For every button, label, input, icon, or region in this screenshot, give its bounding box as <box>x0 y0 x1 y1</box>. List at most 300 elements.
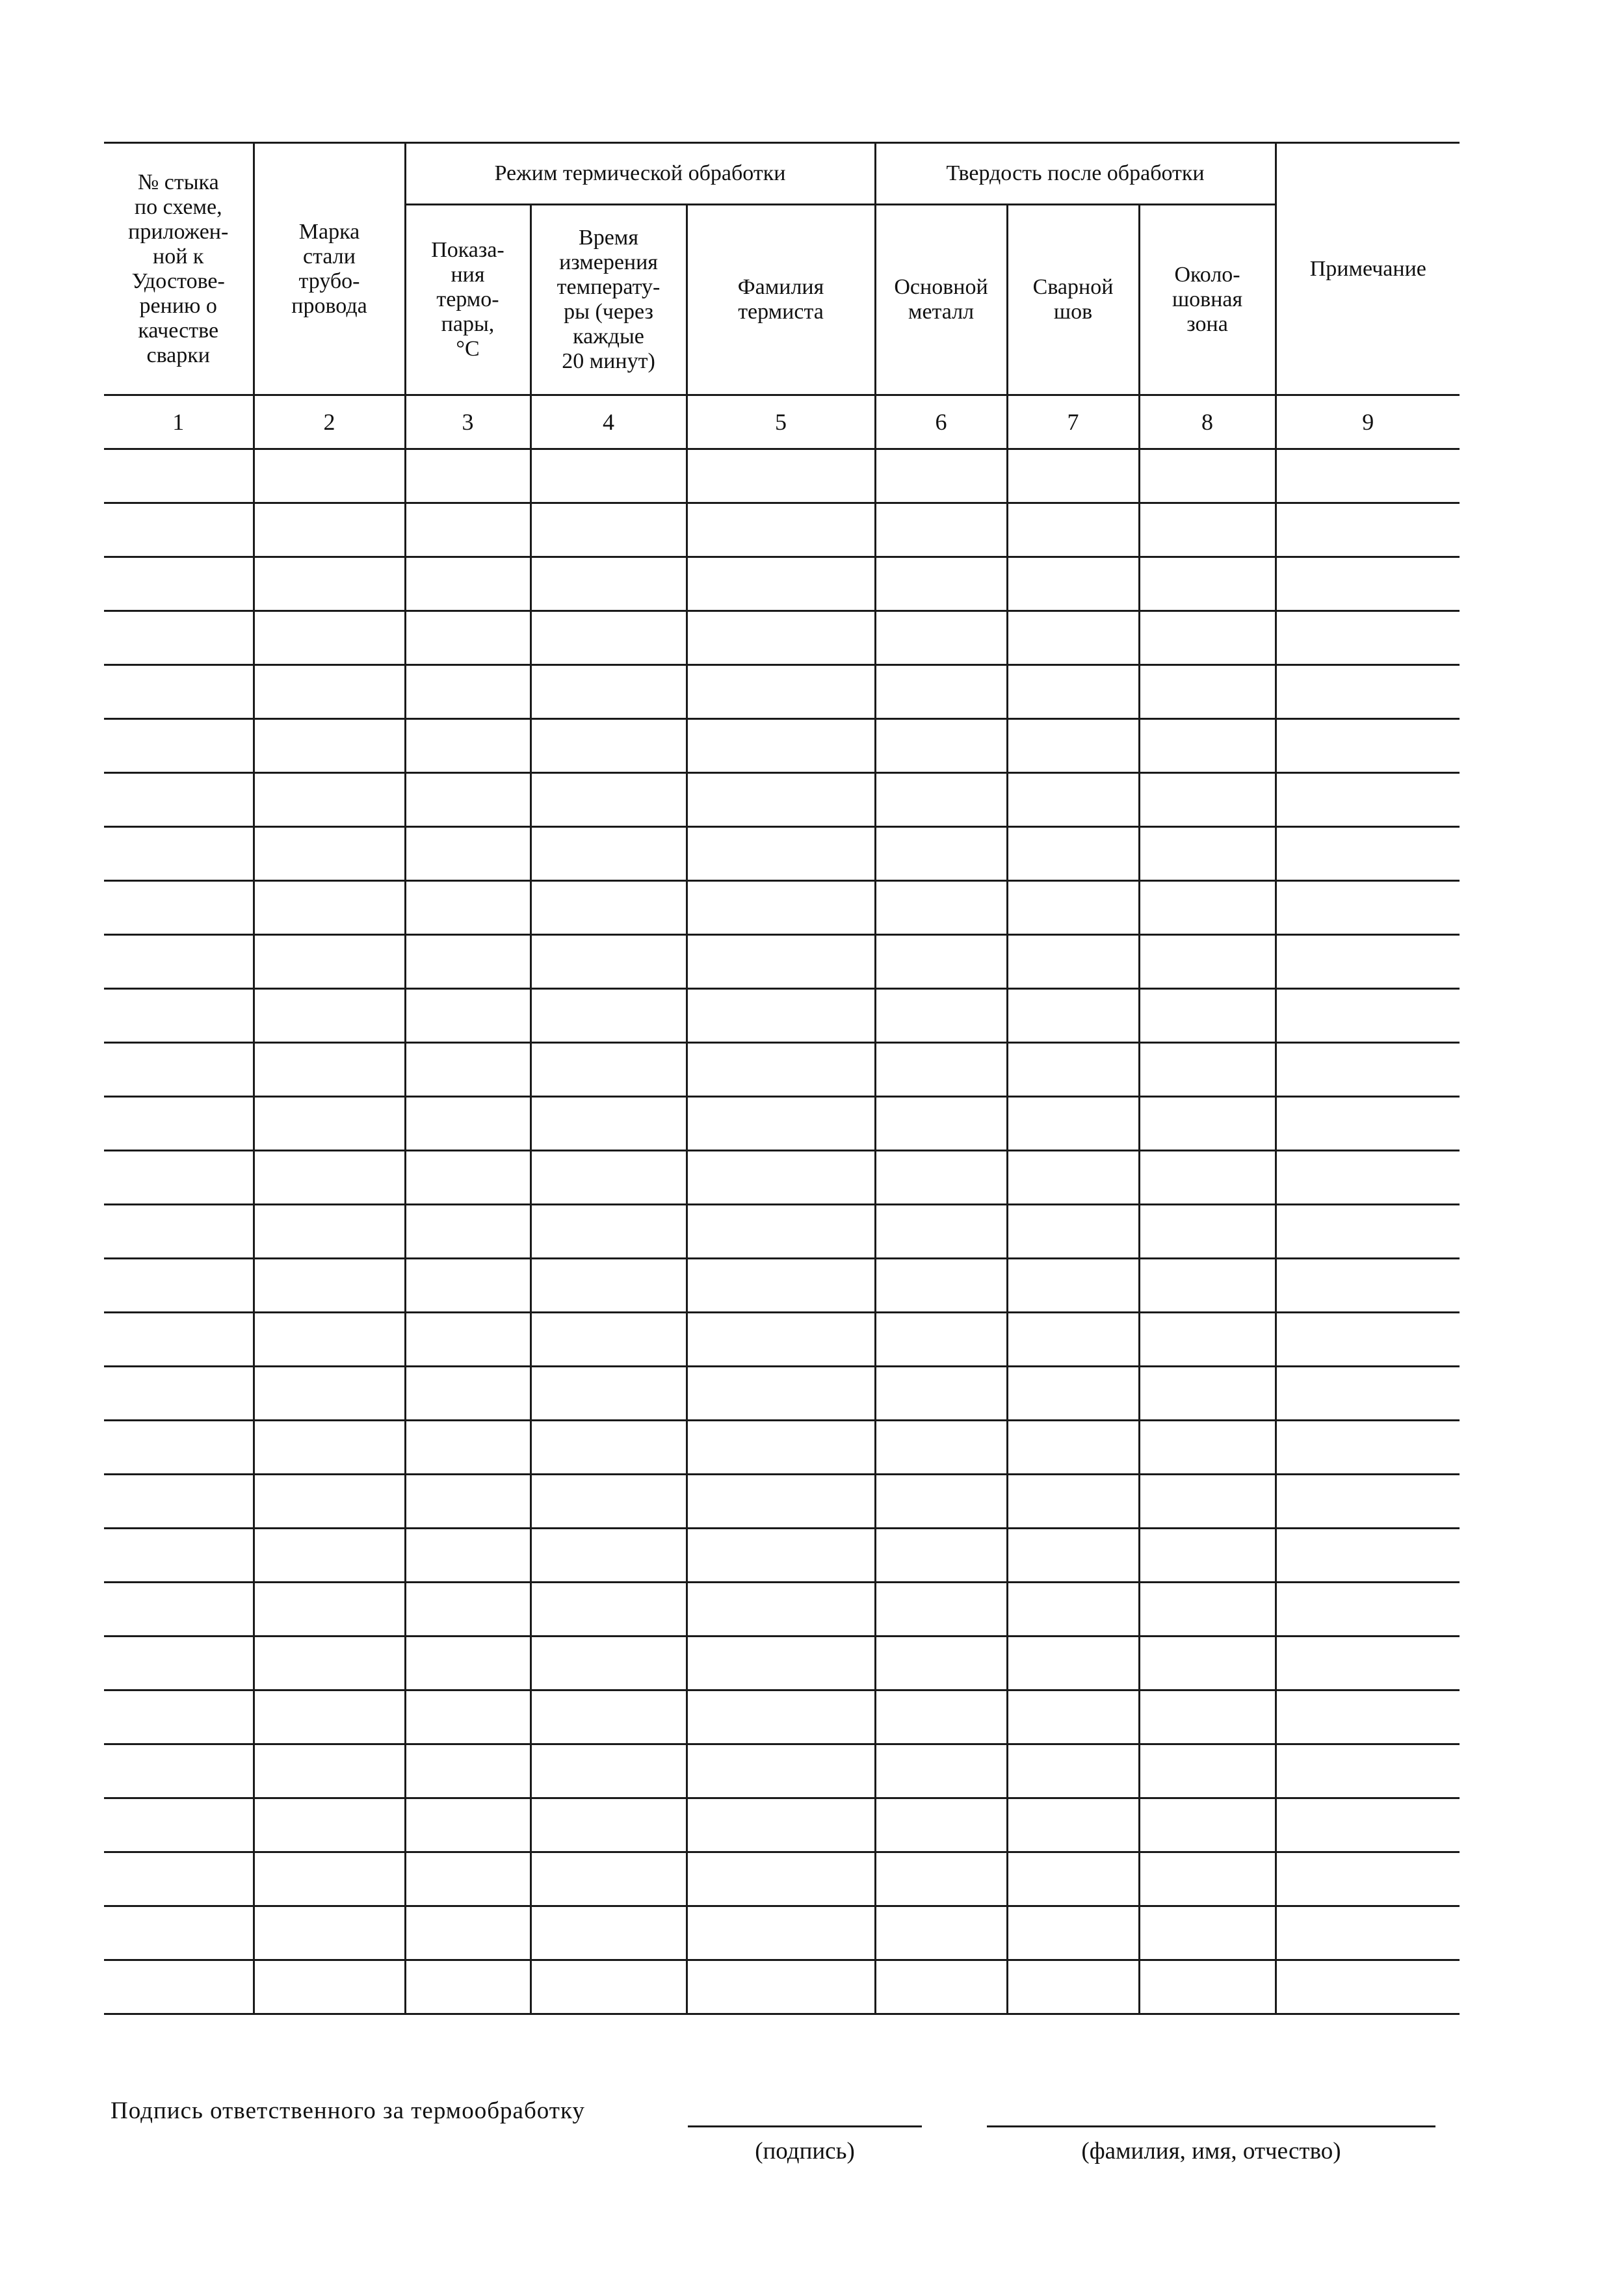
empty-cell <box>875 1906 1007 1960</box>
empty-cell <box>405 1421 530 1475</box>
empty-cell <box>1007 1421 1139 1475</box>
empty-cell <box>1007 989 1139 1043</box>
empty-cell <box>875 1852 1007 1906</box>
empty-cell <box>687 1852 875 1906</box>
header-remarks: Примечание <box>1276 143 1460 395</box>
empty-cell <box>1007 611 1139 665</box>
empty-cell <box>687 1960 875 2014</box>
empty-cell <box>104 1583 254 1637</box>
empty-cell <box>1276 1906 1460 1960</box>
empty-cell <box>687 827 875 881</box>
empty-cell <box>530 1744 687 1798</box>
empty-cell <box>405 1475 530 1529</box>
empty-cell <box>405 1798 530 1852</box>
empty-cell <box>254 1475 405 1529</box>
empty-cell <box>1007 1637 1139 1690</box>
empty-cell <box>405 881 530 935</box>
empty-cell <box>875 773 1007 827</box>
empty-cell <box>405 773 530 827</box>
empty-cell <box>1007 557 1139 611</box>
empty-cell <box>104 1205 254 1259</box>
empty-cell <box>104 1690 254 1744</box>
column-number-row <box>104 395 1460 449</box>
empty-cell <box>530 1906 687 1960</box>
table-row <box>104 1421 1460 1475</box>
empty-cell <box>104 1852 254 1906</box>
empty-cell <box>687 1690 875 1744</box>
empty-cell <box>875 611 1007 665</box>
empty-cell <box>530 557 687 611</box>
header-base-metal: Основной металл <box>875 205 1007 395</box>
empty-cell <box>687 611 875 665</box>
empty-cell <box>405 1097 530 1151</box>
header-group-heat-mode: Режим термической обработки <box>405 143 875 205</box>
empty-cell <box>104 1906 254 1960</box>
empty-cell <box>1139 1475 1276 1529</box>
empty-cell <box>254 1097 405 1151</box>
empty-cell <box>1007 1960 1139 2014</box>
empty-cell <box>1139 1583 1276 1637</box>
empty-cell <box>1007 1367 1139 1421</box>
empty-cell <box>405 449 530 503</box>
table-row <box>104 1475 1460 1529</box>
empty-cell <box>405 1367 530 1421</box>
column-number: 8 <box>1139 395 1276 449</box>
empty-cell <box>875 1529 1007 1583</box>
empty-cell <box>1007 1259 1139 1313</box>
empty-cell <box>687 1097 875 1151</box>
empty-cell <box>1007 1852 1139 1906</box>
empty-cell <box>687 935 875 989</box>
empty-cell <box>530 773 687 827</box>
empty-cell <box>530 1637 687 1690</box>
empty-cell <box>687 1906 875 1960</box>
empty-cell <box>875 1475 1007 1529</box>
empty-cell <box>405 989 530 1043</box>
empty-cell <box>530 665 687 719</box>
empty-cell <box>1139 1259 1276 1313</box>
empty-cell <box>1139 1151 1276 1205</box>
table-row <box>104 773 1460 827</box>
empty-cell <box>530 1583 687 1637</box>
column-number: 9 <box>1276 395 1460 449</box>
empty-cell <box>254 1367 405 1421</box>
header-steel-grade: Марка стали трубо- провода <box>254 143 405 395</box>
empty-cell <box>254 1043 405 1097</box>
table-row <box>104 1313 1460 1367</box>
empty-cell <box>254 881 405 935</box>
table-row <box>104 611 1460 665</box>
empty-cell <box>1139 1097 1276 1151</box>
empty-cell <box>875 1798 1007 1852</box>
empty-cell <box>530 1043 687 1097</box>
empty-cell <box>530 611 687 665</box>
empty-cell <box>254 503 405 557</box>
signature-line <box>688 2125 922 2127</box>
empty-cell <box>104 665 254 719</box>
column-number: 1 <box>104 395 254 449</box>
empty-cell <box>1276 1583 1460 1637</box>
empty-cell <box>1139 1852 1276 1906</box>
empty-cell <box>1007 1906 1139 1960</box>
empty-cell <box>104 557 254 611</box>
empty-cell <box>405 1313 530 1367</box>
empty-cell <box>1139 719 1276 773</box>
empty-cell <box>254 1205 405 1259</box>
empty-cell <box>405 1960 530 2014</box>
empty-cell <box>1139 827 1276 881</box>
full-name-caption: (фамилия, имя, отчество) <box>1081 2138 1341 2164</box>
empty-cell <box>405 1852 530 1906</box>
table-row <box>104 719 1460 773</box>
empty-cell <box>1139 1205 1276 1259</box>
empty-cell <box>875 1097 1007 1151</box>
empty-cell <box>104 827 254 881</box>
empty-cell <box>104 1637 254 1690</box>
empty-cell <box>254 1852 405 1906</box>
empty-cell <box>1276 1690 1460 1744</box>
empty-cell <box>1007 1583 1139 1637</box>
empty-cell <box>104 449 254 503</box>
empty-cell <box>405 1529 530 1583</box>
empty-cell <box>1007 1475 1139 1529</box>
empty-cell <box>104 503 254 557</box>
empty-cell <box>104 1367 254 1421</box>
empty-cell <box>687 773 875 827</box>
table-row <box>104 881 1460 935</box>
empty-cell <box>1139 1798 1276 1852</box>
empty-cell <box>104 1097 254 1151</box>
empty-cell <box>687 1043 875 1097</box>
empty-cell <box>530 827 687 881</box>
empty-cell <box>530 1205 687 1259</box>
empty-cell <box>875 1367 1007 1421</box>
table-row <box>104 1151 1460 1205</box>
empty-cell <box>104 1744 254 1798</box>
empty-cell <box>1276 719 1460 773</box>
empty-cell <box>530 881 687 935</box>
empty-cell <box>1276 1313 1460 1367</box>
empty-cell <box>1139 1906 1276 1960</box>
empty-cell <box>530 1690 687 1744</box>
empty-cell <box>1007 1043 1139 1097</box>
empty-cell <box>405 665 530 719</box>
empty-cell <box>254 1637 405 1690</box>
empty-cell <box>687 665 875 719</box>
empty-cell <box>254 989 405 1043</box>
empty-cell <box>875 881 1007 935</box>
empty-cell <box>405 1583 530 1637</box>
empty-cell <box>1139 773 1276 827</box>
empty-cell <box>1007 773 1139 827</box>
empty-cell <box>254 1960 405 2014</box>
empty-cell <box>1276 935 1460 989</box>
empty-cell <box>254 1259 405 1313</box>
empty-cell <box>1276 1259 1460 1313</box>
table-row <box>104 1205 1460 1259</box>
heat-treatment-table <box>104 142 1460 2015</box>
header-measurement-time: Время измерения температу- ры (через каждые 20 минут) <box>530 205 687 395</box>
empty-cell <box>875 1205 1007 1259</box>
empty-cell <box>405 1043 530 1097</box>
table-row <box>104 1798 1460 1852</box>
empty-cell <box>254 1690 405 1744</box>
empty-cell <box>104 1529 254 1583</box>
empty-cell <box>875 1259 1007 1313</box>
empty-cell <box>104 1259 254 1313</box>
empty-cell <box>254 773 405 827</box>
empty-cell <box>1007 1151 1139 1205</box>
empty-cell <box>1139 1421 1276 1475</box>
empty-cell <box>1139 1960 1276 2014</box>
empty-cell <box>1276 827 1460 881</box>
empty-cell <box>405 503 530 557</box>
table-row <box>104 1690 1460 1744</box>
empty-cell <box>1007 665 1139 719</box>
header-thermocouple-reading: Показа- ния термо- пары, °С <box>405 205 530 395</box>
empty-cell <box>1276 773 1460 827</box>
empty-cell <box>875 1421 1007 1475</box>
empty-cell <box>530 1798 687 1852</box>
empty-cell <box>1007 1690 1139 1744</box>
table-row <box>104 557 1460 611</box>
empty-cell <box>405 935 530 989</box>
column-number: 4 <box>530 395 687 449</box>
empty-cell <box>1139 1637 1276 1690</box>
empty-cell <box>530 719 687 773</box>
empty-cell <box>1276 1637 1460 1690</box>
table-row <box>104 1367 1460 1421</box>
empty-cell <box>1276 1151 1460 1205</box>
empty-cell <box>530 1960 687 2014</box>
empty-cell <box>530 1529 687 1583</box>
empty-cell <box>1007 1744 1139 1798</box>
empty-cell <box>1276 557 1460 611</box>
empty-cell <box>875 1960 1007 2014</box>
empty-cell <box>1007 881 1139 935</box>
empty-cell <box>1139 1043 1276 1097</box>
empty-cell <box>875 1637 1007 1690</box>
empty-cell <box>1276 665 1460 719</box>
table-row <box>104 1960 1460 2014</box>
empty-cell <box>530 935 687 989</box>
empty-cell <box>530 1097 687 1151</box>
empty-cell <box>1276 1960 1460 2014</box>
empty-cell <box>405 1259 530 1313</box>
table-row <box>104 1583 1460 1637</box>
empty-cell <box>687 1475 875 1529</box>
empty-cell <box>687 1313 875 1367</box>
table-row <box>104 1529 1460 1583</box>
empty-cell <box>687 503 875 557</box>
signature-caption: (подпись) <box>755 2138 855 2164</box>
header-joint-number: № стыка по схеме, приложен- ной к Удостове- рению о качестве сварки <box>104 143 254 395</box>
empty-cell <box>104 881 254 935</box>
empty-cell <box>875 1583 1007 1637</box>
empty-cell <box>530 1852 687 1906</box>
empty-cell <box>875 449 1007 503</box>
empty-cell <box>1007 935 1139 989</box>
empty-cell <box>254 557 405 611</box>
empty-cell <box>1007 1313 1139 1367</box>
table-row <box>104 1637 1460 1690</box>
empty-cell <box>875 935 1007 989</box>
empty-cell <box>1276 1744 1460 1798</box>
empty-cell <box>405 1690 530 1744</box>
column-number: 7 <box>1007 395 1139 449</box>
empty-cell <box>104 935 254 989</box>
empty-cell <box>687 449 875 503</box>
empty-cell <box>687 1367 875 1421</box>
empty-cell <box>1276 1529 1460 1583</box>
empty-cell <box>1276 1798 1460 1852</box>
empty-cell <box>1007 1097 1139 1151</box>
empty-cell <box>530 1421 687 1475</box>
empty-cell <box>104 1151 254 1205</box>
empty-cell <box>687 881 875 935</box>
empty-cell <box>104 1798 254 1852</box>
empty-cell <box>875 665 1007 719</box>
empty-cell <box>530 449 687 503</box>
table-row <box>104 1852 1460 1906</box>
table-row <box>104 1744 1460 1798</box>
empty-cell <box>875 1744 1007 1798</box>
header-heat-affected-zone: Около- шовная зона <box>1139 205 1276 395</box>
empty-cell <box>104 1043 254 1097</box>
empty-cell <box>1139 989 1276 1043</box>
empty-cell <box>530 1151 687 1205</box>
empty-cell <box>687 1583 875 1637</box>
empty-cell <box>875 989 1007 1043</box>
empty-cell <box>875 503 1007 557</box>
empty-cell <box>530 1475 687 1529</box>
empty-cell <box>530 1367 687 1421</box>
empty-cell <box>687 989 875 1043</box>
empty-cell <box>104 1421 254 1475</box>
empty-cell <box>687 1637 875 1690</box>
column-number: 3 <box>405 395 530 449</box>
empty-cell <box>687 1798 875 1852</box>
empty-cell <box>687 1151 875 1205</box>
empty-cell <box>1276 503 1460 557</box>
empty-cell <box>1276 1043 1460 1097</box>
table-row <box>104 503 1460 557</box>
empty-cell <box>104 1475 254 1529</box>
empty-cell <box>405 1205 530 1259</box>
empty-cell <box>687 1205 875 1259</box>
empty-cell <box>530 1259 687 1313</box>
empty-cell <box>1139 1529 1276 1583</box>
header-weld-seam: Сварной шов <box>1007 205 1139 395</box>
empty-cell <box>875 1313 1007 1367</box>
empty-cell <box>687 1259 875 1313</box>
column-number: 2 <box>254 395 405 449</box>
empty-cell <box>254 611 405 665</box>
empty-cell <box>405 719 530 773</box>
empty-cell <box>687 1744 875 1798</box>
empty-cell <box>254 827 405 881</box>
empty-cell <box>875 827 1007 881</box>
empty-cell <box>1007 1798 1139 1852</box>
empty-cell <box>254 449 405 503</box>
empty-cell <box>1276 1475 1460 1529</box>
empty-cell <box>1276 881 1460 935</box>
empty-cell <box>1276 1852 1460 1906</box>
empty-cell <box>254 1421 405 1475</box>
empty-cell <box>687 1529 875 1583</box>
table-row <box>104 1097 1460 1151</box>
empty-cell <box>405 557 530 611</box>
empty-cell <box>254 1583 405 1637</box>
empty-cell <box>1139 881 1276 935</box>
empty-cell <box>1139 611 1276 665</box>
empty-cell <box>1276 1421 1460 1475</box>
empty-cell <box>1007 503 1139 557</box>
empty-cell <box>1276 1367 1460 1421</box>
signature-label: Подпись ответственного за термообработку <box>111 2097 585 2124</box>
empty-cell <box>254 1906 405 1960</box>
empty-cell <box>104 611 254 665</box>
empty-cell <box>875 719 1007 773</box>
empty-cell <box>254 1744 405 1798</box>
empty-cell <box>875 1690 1007 1744</box>
table-row <box>104 989 1460 1043</box>
table-row <box>104 665 1460 719</box>
empty-cell <box>254 1529 405 1583</box>
empty-cell <box>1007 1529 1139 1583</box>
empty-cell <box>1007 1205 1139 1259</box>
column-number: 5 <box>687 395 875 449</box>
empty-cell <box>405 827 530 881</box>
empty-cell <box>687 1421 875 1475</box>
table-row <box>104 449 1460 503</box>
empty-cell <box>104 719 254 773</box>
empty-cell <box>254 1798 405 1852</box>
empty-cell <box>254 665 405 719</box>
empty-cell <box>1276 1097 1460 1151</box>
empty-cell <box>1139 557 1276 611</box>
table-row <box>104 935 1460 989</box>
empty-cell <box>104 1313 254 1367</box>
empty-cell <box>405 1744 530 1798</box>
empty-cell <box>1139 1367 1276 1421</box>
header-group-hardness: Твердость после обработки <box>875 143 1276 205</box>
empty-cell <box>254 1151 405 1205</box>
empty-cell <box>254 1313 405 1367</box>
empty-cell <box>1139 503 1276 557</box>
empty-cell <box>1139 1690 1276 1744</box>
empty-cell <box>1139 1744 1276 1798</box>
empty-cell <box>405 1151 530 1205</box>
empty-cell <box>405 1637 530 1690</box>
empty-cell <box>1276 611 1460 665</box>
empty-cell <box>1276 1205 1460 1259</box>
empty-cell <box>530 989 687 1043</box>
empty-cell <box>1139 449 1276 503</box>
empty-cell <box>875 557 1007 611</box>
empty-cell <box>1007 449 1139 503</box>
empty-cell <box>1276 449 1460 503</box>
empty-cell <box>1007 719 1139 773</box>
empty-cell <box>1276 989 1460 1043</box>
empty-cell <box>530 503 687 557</box>
column-number: 6 <box>875 395 1007 449</box>
empty-cell <box>530 1313 687 1367</box>
empty-cell <box>254 719 405 773</box>
table-row <box>104 1259 1460 1313</box>
empty-cell <box>1139 665 1276 719</box>
empty-cell <box>1007 827 1139 881</box>
